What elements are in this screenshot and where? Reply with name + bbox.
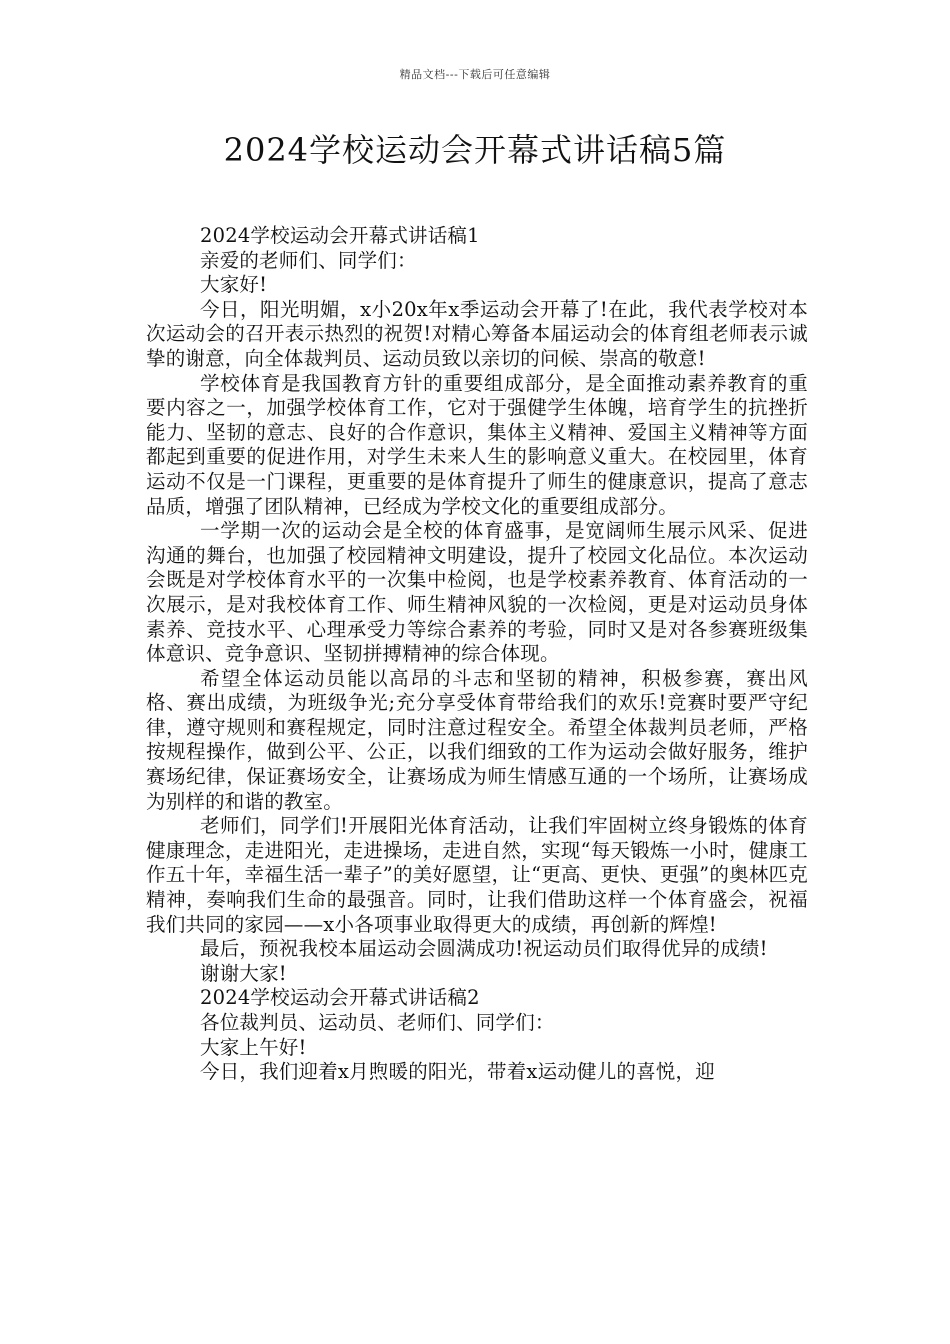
paragraph-sports-meet: 一学期一次的运动会是全校的体育盛事，是宽阔师生展示风采、促进沟通的舞台，也加强了校园精神文明建设，提升了校园文化品位。本次运动会既是对学校体育水平的一次集中检阅，也是学校素养教育、体育活动的一次展示，是对我校体育工作、师生精神风貌的一次检阅，更是对运动员身体素养、竞技水平、心理承受力等综合素养的考验，同时又是对各参赛班级集体意识、竞争意识、坚韧拼搏精神的综合体现。 [146, 519, 808, 666]
greeting: 大家好! [200, 273, 268, 297]
paragraph-closing-wish: 最后，预祝我校本届运动会圆满成功!祝运动员们取得优异的成绩! [200, 937, 768, 961]
section-heading-1: 2024学校运动会开幕式讲话稿1 [200, 224, 480, 247]
paragraph-opening: 今日，阳光明媚，x小20x年x季运动会开幕了!在此，我代表学校对本次运动会的召开表示热烈的祝贺!对精心筹备本届运动会的体育组老师表示诚挚的谢意，向全体裁判员、运动员致以亲切的问候、崇高的敬意! [146, 297, 808, 370]
salutation: 亲爱的老师们、同学们： [200, 248, 417, 272]
section-heading-2: 2024学校运动会开幕式讲话稿2 [200, 986, 480, 1010]
document-title: 2024学校运动会开幕式讲话稿5篇 [223, 131, 727, 169]
greeting-2: 大家上午好! [200, 1035, 307, 1059]
paragraph-school-sports: 学校体育是我国教育方针的重要组成部分，是全面推动素养教育的重要内容之一，加强学校体育工作，它对于强健学生体魄，培育学生的抗挫折能力、坚韧的意志、良好的合作意识，集体主义精神、爱国主义精神等方面都起到重要的促进作用，对学生未来人生的影响意义重大。在校园里，体育运动不仅是一门课程，更重要的是体育提升了师生的健康意识，提高了意志品质，增强了团队精神，已经成为学校文化的重要组成部分。 [146, 371, 808, 518]
page-header-note: 精品文档---下载后可任意编辑 [399, 68, 551, 81]
salutation-2: 各位裁判员、运动员、老师们、同学们： [200, 1011, 555, 1034]
paragraph-call-to-action: 老师们，同学们!开展阳光体育活动，让我们牢固树立终身锻炼的体育健康理念，走进阳光，走进操场，走进自然，实现“每天锻炼一小时，健康工作五十年，幸福生活一辈子”的美好愿望，让“更高、更快、更强”的奥林匹克精神，奏响我们生命的最强音。同时，让我们借助这样一个体育盛会，祝福我们共同的家园——x小各项事业取得更大的成绩，再创新的辉煌! [146, 814, 808, 936]
paragraph-hopes: 希望全体运动员能以高昂的斗志和坚韧的精神，积极参赛，赛出风格、赛出成绩，为班级争光;充分享受体育带给我们的欢乐!竞赛时要严守纪律，遵守规则和赛程规定，同时注意过程安全。希望全体裁判员老师，严格按规程操作，做到公平、公正，以我们细致的工作为运动会做好服务，维护赛场纪律，保证赛场安全，让赛场成为师生情感互通的一个场所，让赛场成为别样的和谐的教室。 [146, 666, 808, 813]
document-body [146, 224, 808, 1085]
paragraph-opening-2: 今日，我们迎着x月煦暖的阳光，带着x运动健儿的喜悦，迎 [200, 1060, 715, 1084]
thanks-line: 谢谢大家! [200, 961, 287, 985]
